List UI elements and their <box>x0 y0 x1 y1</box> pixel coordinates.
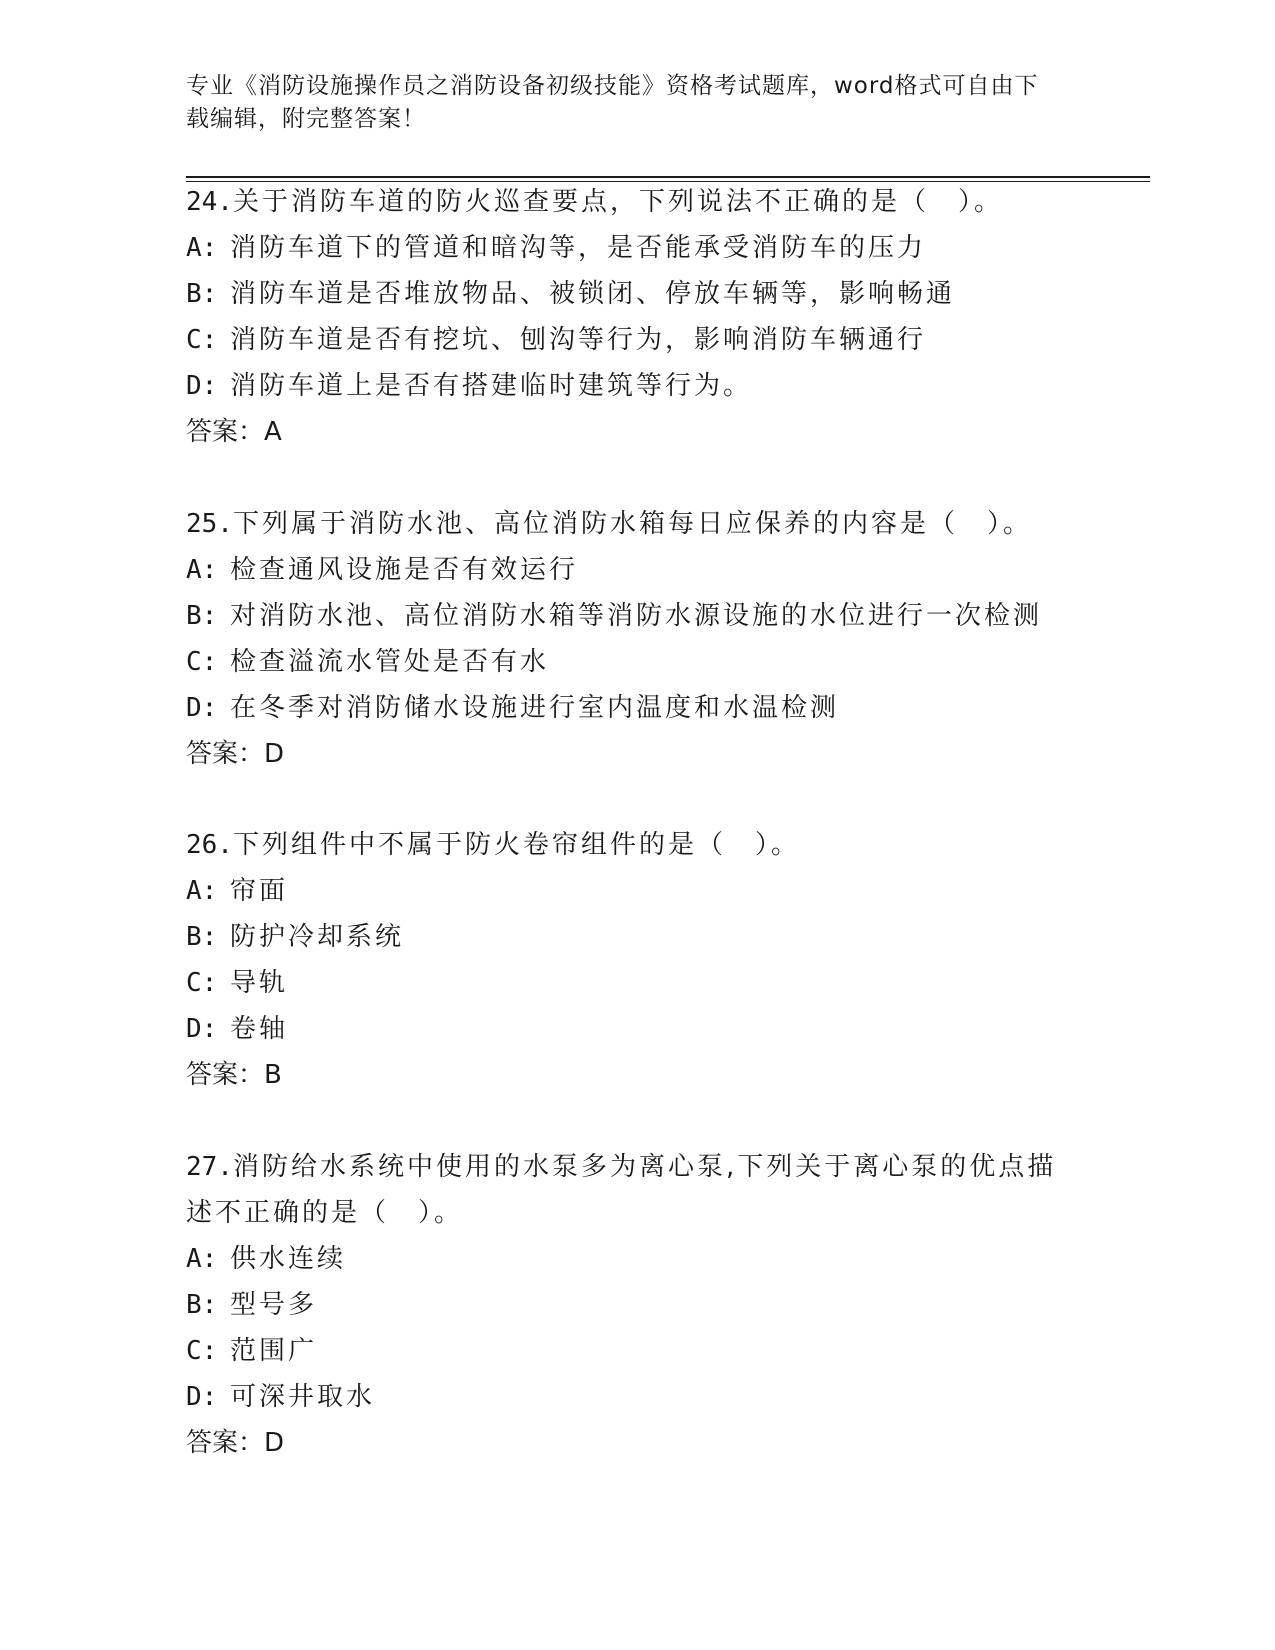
option-text: 消防车道是否堆放物品、被锁闭、停放车辆等，影响畅通 <box>230 279 956 309</box>
question-stem <box>186 1144 1066 1236</box>
option-a <box>186 1236 1066 1282</box>
header-line-1: 专业《消防设施操作员之消防设备初级技能》资格考试题库，word格式可自由下 <box>186 73 1039 99</box>
option-text: 消防车道下的管道和暗沟等，是否能承受消防车的压力 <box>230 233 927 263</box>
option-a <box>186 225 1086 271</box>
header-line-2: 载编辑，附完整答案！ <box>186 106 426 132</box>
question-text: 下列属于消防水池、高位消防水箱每日应保养的内容是（ ）。 <box>232 509 1032 539</box>
question-number: 27. <box>186 1152 233 1182</box>
answer-line: 答案：B <box>186 1060 282 1090</box>
option-letter: B: <box>186 922 218 952</box>
option-text: 消防车道是否有挖坑、刨沟等行为，影响消防车辆通行 <box>230 325 927 355</box>
option-text: 检查溢流水管处是否有水 <box>230 647 550 677</box>
option-letter: D: <box>186 1014 218 1044</box>
document-header <box>186 70 1066 136</box>
option-letter: A: <box>186 876 218 906</box>
option-letter: A: <box>186 1244 218 1274</box>
option-c <box>186 317 1086 363</box>
option-letter: C: <box>186 1336 218 1366</box>
option-d <box>186 685 1086 731</box>
option-letter: C: <box>186 647 218 677</box>
option-text: 防护冷却系统 <box>230 922 405 952</box>
option-letter: D: <box>186 1382 218 1412</box>
question-25 <box>186 501 1086 777</box>
option-b <box>186 593 1086 639</box>
option-c <box>186 1328 1066 1374</box>
option-letter: D: <box>186 693 218 723</box>
option-letter: B: <box>186 601 218 631</box>
option-text: 范围广 <box>230 1336 318 1366</box>
option-text: 检查通风设施是否有效运行 <box>230 555 579 585</box>
option-a <box>186 547 1086 593</box>
option-d <box>186 363 1086 409</box>
answer-line: 答案：D <box>186 739 285 769</box>
option-d <box>186 1374 1066 1420</box>
option-c <box>186 639 1086 685</box>
question-27 <box>186 1144 1066 1466</box>
question-text: 下列组件中不属于防火卷帘组件的是（ ）。 <box>232 830 800 860</box>
question-24 <box>186 179 1086 455</box>
option-text: 型号多 <box>230 1290 318 1320</box>
option-a <box>186 868 1086 914</box>
question-text: 关于消防车道的防火巡查要点，下列说法不正确的是（ ）。 <box>232 187 1003 217</box>
option-text: 可深井取水 <box>230 1382 376 1412</box>
option-text: 对消防水池、高位消防水箱等消防水源设施的水位进行一次检测 <box>230 601 1043 631</box>
question-stem <box>186 179 1086 225</box>
option-d <box>186 1006 1086 1052</box>
option-letter: B: <box>186 279 218 309</box>
answer-line: 答案：D <box>186 1428 285 1458</box>
option-letter: C: <box>186 325 218 355</box>
option-text: 帘面 <box>230 876 289 906</box>
option-c <box>186 960 1086 1006</box>
option-letter: C: <box>186 968 218 998</box>
option-text: 导轨 <box>230 968 289 998</box>
option-b <box>186 914 1086 960</box>
option-text: 供水连续 <box>230 1244 347 1274</box>
option-letter: A: <box>186 233 218 263</box>
option-letter: B: <box>186 1290 218 1320</box>
option-text: 卷轴 <box>230 1014 289 1044</box>
question-text: 消防给水系统中使用的水泵多为离心泵,下列关于离心泵的优点描述不正确的是（ ）。 <box>186 1152 1057 1228</box>
option-letter: A: <box>186 555 218 585</box>
question-26 <box>186 822 1086 1098</box>
question-stem <box>186 501 1086 547</box>
answer-line: 答案：A <box>186 417 282 447</box>
question-number: 25. <box>186 509 233 539</box>
option-b <box>186 271 1086 317</box>
question-stem <box>186 822 1086 868</box>
option-text: 消防车道上是否有搭建临时建筑等行为。 <box>230 371 753 401</box>
option-letter: D: <box>186 371 218 401</box>
header-divider-thick <box>186 176 1150 178</box>
option-b <box>186 1282 1066 1328</box>
question-number: 26. <box>186 830 233 860</box>
question-number: 24. <box>186 187 233 217</box>
option-text: 在冬季对消防储水设施进行室内温度和水温检测 <box>230 693 840 723</box>
